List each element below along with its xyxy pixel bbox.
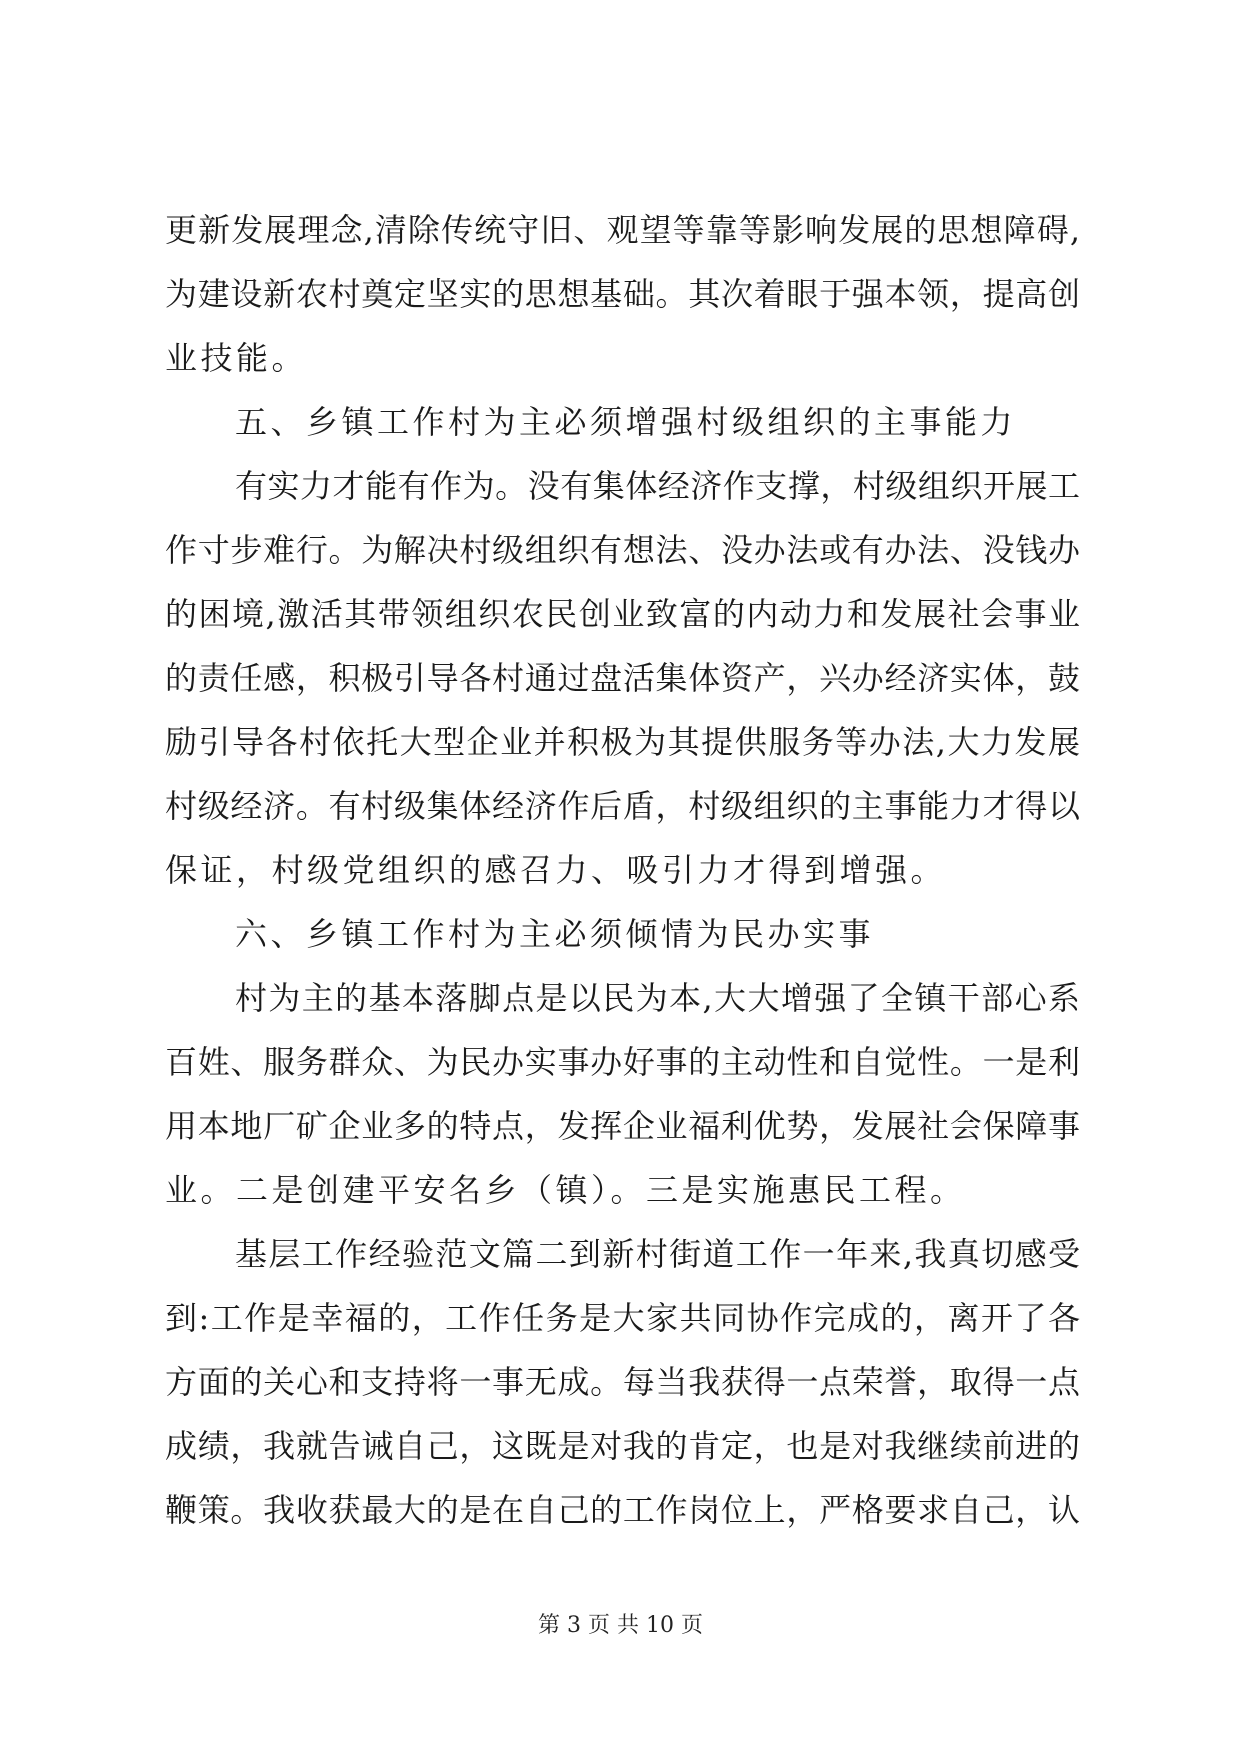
text-line: 有实力才能有作为。没有集体经济作支撑，村级组织开展工: [235, 467, 1080, 505]
text-line: 更新发展理念,清除传统守旧、观望等靠等影响发展的思想障碍,: [165, 211, 1080, 249]
page-number-footer: 第 3 页 共 10 页: [538, 1613, 703, 1638]
text-line: 的困境,激活其带领组织农民创业致富的内动力和发展社会事业: [165, 595, 1080, 633]
text-line: 基层工作经验范文篇二到新村街道工作一年来,我真切感受: [235, 1235, 1080, 1273]
text-line: 用本地厂矿企业多的特点，发挥企业福利优势，发展社会保障事: [165, 1107, 1080, 1145]
text-line: 村级经济。有村级集体经济作后盾，村级组织的主事能力才得以: [165, 787, 1080, 825]
text-line: 百姓、服务群众、为民办实事办好事的主动性和自觉性。一是利: [165, 1043, 1080, 1081]
text-line: 业技能。: [165, 339, 308, 377]
text-line: 六、乡镇工作村为主必须倾情为民办实事: [235, 915, 875, 953]
text-line: 作寸步难行。为解决村级组织有想法、没办法或有办法、没钱办: [165, 531, 1080, 569]
text-line: 保证，村级党组织的感召力、吸引力才得到增强。: [165, 851, 947, 889]
text-line: 励引导各村依托大型企业并积极为其提供服务等办法,大力发展: [165, 723, 1080, 761]
text-line: 五、乡镇工作村为主必须增强村级组织的主事能力: [235, 403, 1017, 441]
text-line: 村为主的基本落脚点是以民为本,大大增强了全镇干部心系: [235, 979, 1080, 1017]
text-line: 的责任感，积极引导各村通过盘活集体资产，兴办经济实体，鼓: [165, 659, 1080, 697]
text-line: 为建设新农村奠定坚实的思想基础。其次着眼于强本领，提高创: [165, 275, 1080, 313]
text-line: 业。二是创建平安名乡（镇）。三是实施惠民工程。: [165, 1171, 966, 1209]
text-line: 成绩，我就告诫自己，这既是对我的肯定，也是对我继续前进的: [165, 1427, 1080, 1465]
text-line: 方面的关心和支持将一事无成。每当我获得一点荣誉，取得一点: [165, 1363, 1080, 1401]
document-body: [165, 198, 1080, 1542]
text-line: 到:工作是幸福的，工作任务是大家共同协作完成的，离开了各: [165, 1299, 1080, 1337]
text-line: 鞭策。我收获最大的是在自己的工作岗位上，严格要求自己，认: [165, 1491, 1080, 1529]
